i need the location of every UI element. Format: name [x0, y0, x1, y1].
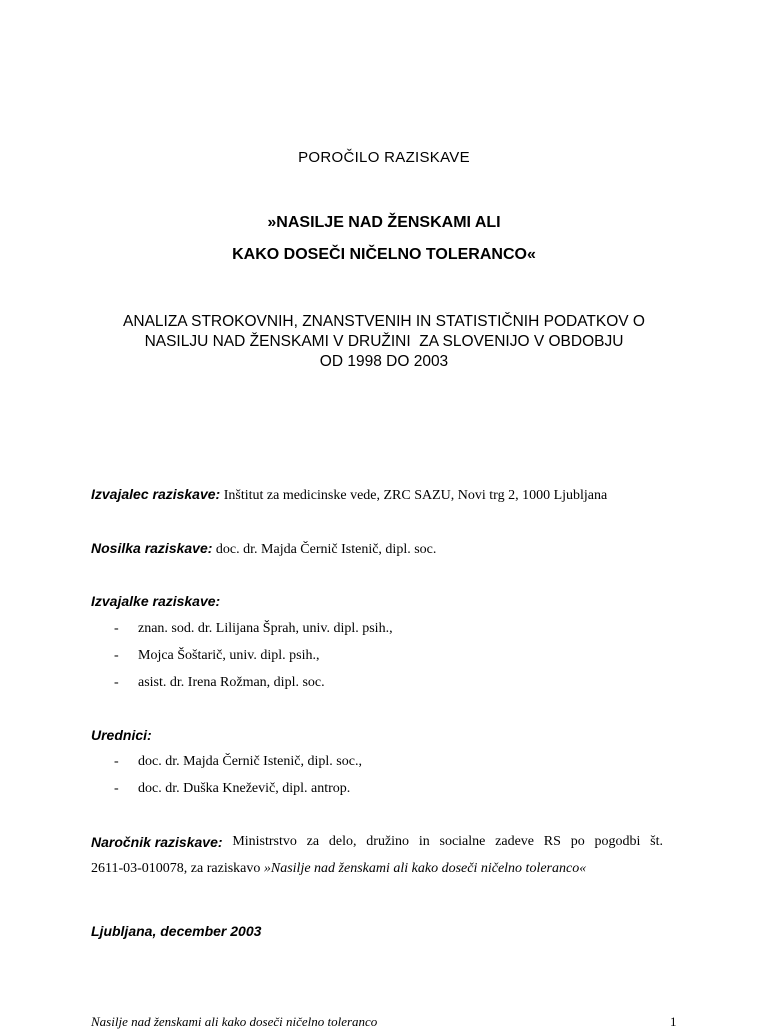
list-item: - asist. dr. Irena Rožman, dipl. soc. — [114, 675, 325, 690]
client-word: za — [306, 834, 320, 849]
place-date — [91, 923, 261, 941]
title-line-2: KAKO DOSEČI NIČELNO TOLERANCO« — [232, 246, 536, 263]
editor-2: doc. dr. Duška Kneževič, dipl. antrop. — [138, 781, 351, 796]
list-item: - Mojca Šoštarič, univ. dipl. psih., — [114, 648, 320, 663]
lead-value: doc. dr. Majda Černič Istenič, dipl. soc. — [215, 542, 437, 557]
client-label: Naročnik raziskave — [91, 834, 218, 850]
title-line-1: »NASILJE NAD ŽENSKAMI ALI — [267, 214, 501, 231]
editors-heading — [91, 727, 152, 745]
client-project-title: »Nasilje nad ženskami ali kako doseči ničelno toleranco« — [263, 861, 587, 876]
contractor-row: Izvajalec raziskave: Inštitut za medicinske vede, ZRC SAZU, Novi trg 2, 1000 Ljubljana — [91, 486, 608, 503]
subtitle-line-2: NASILJU NAD ŽENSKAMI V DRUŽINI ZA SLOVENIJO V OBDOBJU — [144, 333, 624, 350]
contractor-value: Inštitut za medicinske vede, ZRC SAZU, Novi trg 2, 1000 Ljubljana — [223, 488, 608, 503]
client-word: socialne — [439, 834, 486, 849]
client-line-1: Naročnik raziskave: Ministrstvo za delo, družino in socialne zadeve RS po pogodbi št. — [91, 834, 663, 850]
client-word: in — [418, 834, 430, 849]
contractor-label: Izvajalec raziskave — [91, 486, 216, 502]
client-word: RS — [543, 834, 561, 849]
list-item: - doc. dr. Majda Černič Istenič, dipl. soc., — [114, 754, 362, 769]
subtitle-line-3: OD 1998 DO 2003 — [319, 353, 449, 370]
client-line-2 — [91, 861, 586, 877]
list-item: - doc. dr. Duška Kneževič, dipl. antrop. — [114, 781, 351, 796]
list-item: - znan. sod. dr. Lilijana Šprah, univ. dipl. psih., — [114, 621, 393, 636]
page-footer: Nasilje nad ženskami ali kako doseči ničelno toleranco — [91, 1014, 378, 1029]
editor-1: doc. dr. Majda Černič Istenič, dipl. soc., — [138, 754, 362, 769]
client-word: po — [570, 834, 585, 849]
page-number: 1 — [670, 1014, 677, 1029]
client-word: družino — [366, 834, 410, 849]
lead-row: Nosilka raziskave: doc. dr. Majda Černič Istenič, dipl. soc. — [91, 540, 437, 557]
client-word: št. — [650, 834, 663, 849]
researcher-2: Mojca Šoštarič, univ. dipl. psih., — [138, 648, 320, 663]
client-word: Ministrstvo — [232, 834, 297, 849]
place-date-text: Ljubljana, december 2003 — [91, 923, 262, 939]
client-word: zadeve — [495, 834, 535, 849]
subtitle-line-1: ANALIZA STROKOVNIH, ZNANSTVENIH IN STATISTIČNIH PODATKOV O — [123, 313, 645, 330]
client-word: delo, — [328, 834, 357, 849]
researcher-3: asist. dr. Irena Rožman, dipl. soc. — [138, 675, 325, 690]
researchers-heading: Izvajalke raziskave: — [91, 593, 221, 609]
client-word: pogodbi — [594, 834, 641, 849]
researcher-1: znan. sod. dr. Lilijana Šprah, univ. dipl. psih., — [138, 621, 393, 636]
lead-label: Nosilka raziskave — [91, 540, 208, 556]
client-contract: 2611-03-010078, za raziskavo — [91, 861, 264, 876]
report-label: POROČILO RAZISKAVE — [298, 149, 470, 166]
editors-label: Urednici: — [91, 727, 152, 743]
researchers-label: Izvajalke raziskave — [91, 593, 216, 609]
